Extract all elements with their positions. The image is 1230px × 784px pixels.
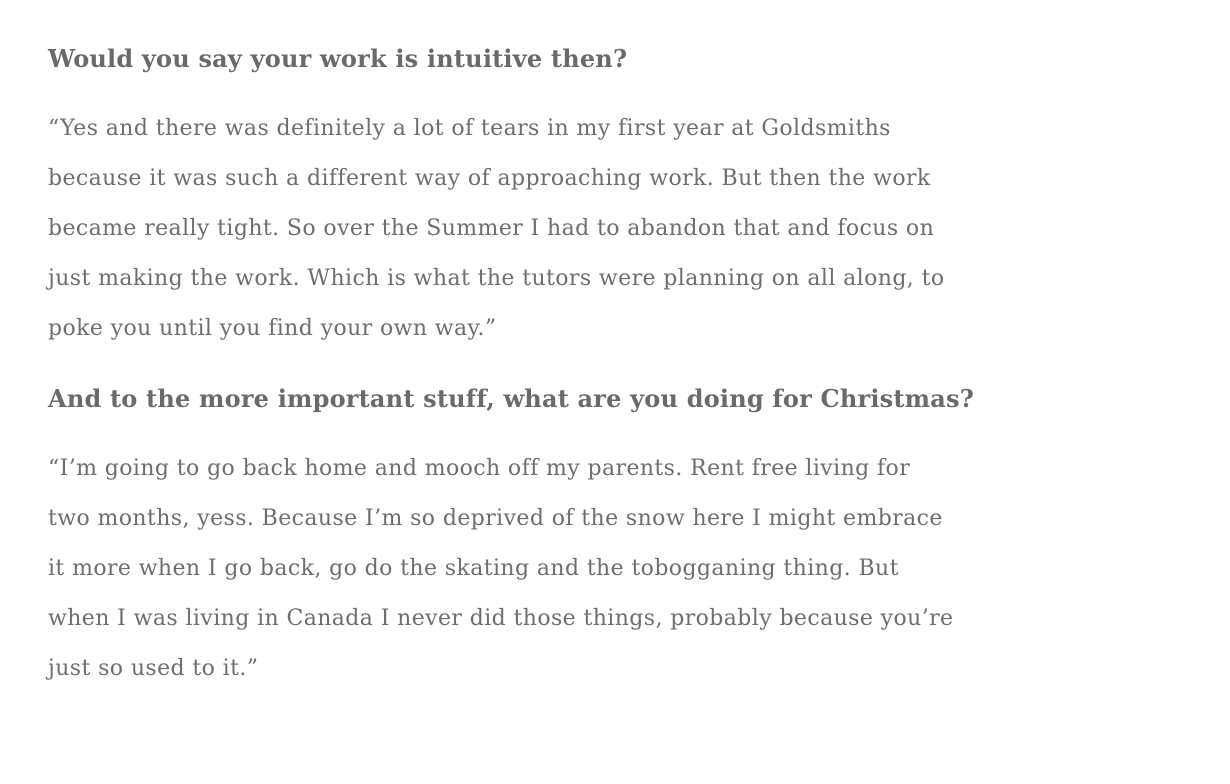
answer-line: became really tight. So over the Summer I had to abandon that and focus on bbox=[48, 216, 935, 241]
answer-paragraph-2 bbox=[48, 444, 1198, 694]
answer-line: two months, yess. Because I’m so deprived of the snow here I might embrace bbox=[48, 506, 943, 531]
answer-paragraph-1 bbox=[48, 104, 1198, 354]
answer-line: “Yes and there was definitely a lot of tears in my first year at Goldsmiths bbox=[48, 116, 891, 141]
answer-line: when I was living in Canada I never did those things, probably because you’re bbox=[48, 606, 954, 631]
interview-article bbox=[48, 34, 1198, 714]
answer-line: just so used to it.” bbox=[48, 656, 259, 681]
answer-line: it more when I go back, go do the skating and the tobogganing thing. But bbox=[48, 556, 899, 581]
answer-line: poke you until you find your own way.” bbox=[48, 316, 497, 341]
question-heading-1: Would you say your work is intuitive then? bbox=[48, 44, 628, 73]
answer-line: because it was such a different way of approaching work. But then the work bbox=[48, 166, 931, 191]
answer-line: just making the work. Which is what the tutors were planning on all along, to bbox=[48, 266, 945, 291]
answer-line: “I’m going to go back home and mooch off my parents. Rent free living for bbox=[48, 456, 911, 481]
question-heading-2: And to the more important stuff, what are you doing for Christmas? bbox=[48, 384, 974, 413]
